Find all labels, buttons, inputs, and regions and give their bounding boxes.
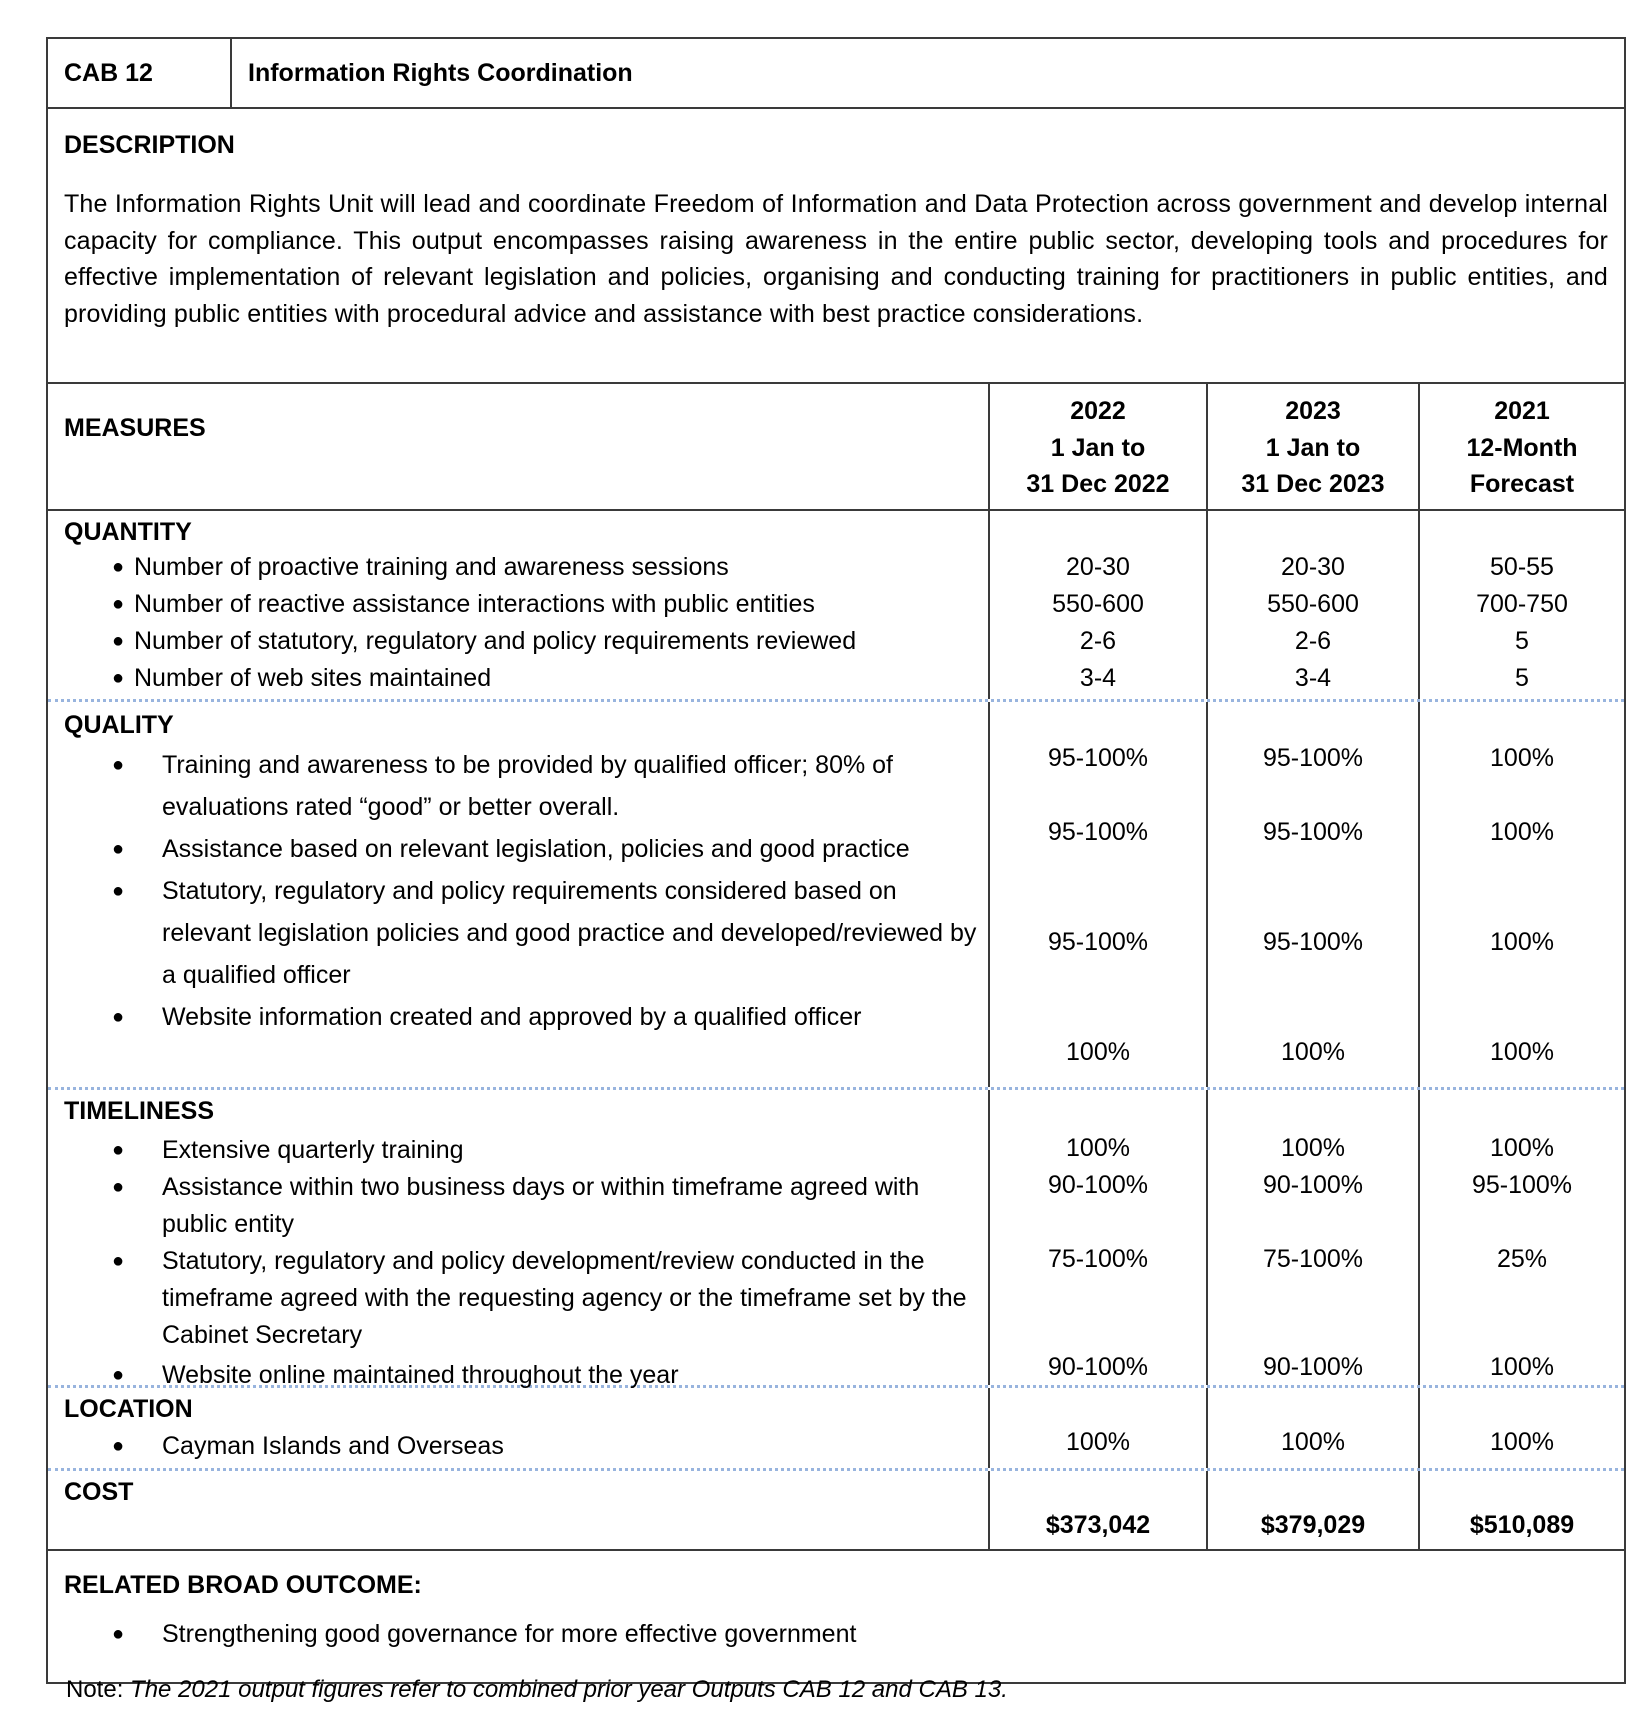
measure-value: 5	[1515, 627, 1529, 655]
location-values-2021	[1418, 1388, 1624, 1468]
bullet-icon: ●	[112, 1435, 125, 1457]
description-text: The Information Rights Unit will lead and coordinate Freedom of Information and Data Protection across government and develop internal capacity for compliance. This output encompasses raising awareness in the entire public sector, developing tools and procedures for effective implementation of relevant legislation and policies, organising and conducting training for practitioners in public entities, and providing public entities with procedural advice and assistance with best practice considerations.	[64, 190, 1608, 328]
measure-value: 25%	[1496, 1245, 1548, 1273]
description-section	[48, 109, 1624, 384]
measure-value: 2-6	[1294, 627, 1332, 655]
measure-value: 90-100%	[1047, 1353, 1149, 1381]
column-period-end: Forecast	[1469, 470, 1575, 498]
measures-heading: MEASURES	[64, 414, 206, 442]
measure-value: 20-30	[1066, 553, 1130, 581]
list-item	[64, 1428, 988, 1465]
measure-value: 95-100%	[1047, 818, 1149, 846]
column-year: 2023	[1285, 397, 1341, 425]
bullet-icon: ●	[112, 1250, 125, 1272]
list-item	[64, 744, 988, 828]
bullet-icon: ●	[112, 838, 125, 860]
output-header-row	[48, 39, 1624, 109]
bullet-icon: ●	[112, 1006, 125, 1028]
measure-value: 95-100%	[1262, 744, 1364, 772]
measure-value: 550-600	[1052, 590, 1144, 618]
measure-value: 90-100%	[1047, 1171, 1149, 1199]
measure-label: Number of statutory, regulatory and policy requirements reviewed	[134, 627, 857, 655]
measure-value: 100%	[1490, 744, 1554, 772]
measure-value: 100%	[1490, 928, 1554, 956]
quantity-section	[48, 511, 1624, 702]
measure-label: Training and awareness to be provided by qualified officer; 80% of evaluations rated “good” or better overall.	[162, 751, 894, 821]
measure-label: Number of proactive training and awareness sessions	[134, 553, 729, 581]
cost-value: $373,042	[1045, 1511, 1151, 1539]
measure-value: 50-55	[1490, 553, 1554, 581]
column-header-2021-forecast	[1418, 384, 1624, 509]
list-item	[64, 1243, 988, 1354]
measure-label: Number of web sites maintained	[134, 664, 492, 692]
measure-label: Statutory, regulatory and policy development/review conducted in the timeframe agreed with the requesting agency or the timeframe set by the Cabinet Secretary	[162, 1247, 967, 1349]
list-item	[64, 660, 988, 697]
bullet-icon: ●	[112, 1623, 125, 1645]
cost-value-2023	[1206, 1471, 1418, 1549]
measure-value: 90-100%	[1262, 1171, 1364, 1199]
measure-value: 100%	[1281, 1038, 1345, 1066]
column-period-start: 12-Month	[1466, 433, 1578, 462]
footnote	[66, 1676, 1008, 1704]
outcome-heading: RELATED BROAD OUTCOME:	[64, 1571, 422, 1599]
measure-label: Extensive quarterly training	[162, 1136, 464, 1164]
column-period-start: 1 Jan to	[1050, 433, 1146, 462]
description-heading: DESCRIPTION	[64, 131, 235, 159]
measure-value: 95-100%	[1047, 744, 1149, 772]
location-values-2022	[988, 1388, 1206, 1468]
measure-value: 3-4	[1079, 664, 1117, 692]
cost-value-2022	[988, 1471, 1206, 1549]
list-item	[64, 1132, 988, 1169]
note-text: The 2021 output figures refer to combined prior year Outputs CAB 12 and CAB 13.	[130, 1676, 1008, 1703]
quantity-values-2022	[988, 511, 1206, 699]
measures-grid	[48, 384, 1624, 1549]
measure-label: Assistance within two business days or within timeframe agreed with public entity	[162, 1173, 920, 1238]
quality-values-2021	[1418, 702, 1624, 1087]
measure-label: Statutory, regulatory and policy requirements considered based on relevant legislation policies and good practice and developed/reviewed by a qualified officer	[162, 877, 977, 989]
measure-value: 100%	[1490, 818, 1554, 846]
output-code: CAB 12	[48, 39, 232, 107]
measure-value: 100%	[1066, 1038, 1130, 1066]
timeliness-values-2021	[1418, 1090, 1624, 1385]
measure-value: 100%	[1281, 1134, 1345, 1162]
location-values-2023	[1206, 1388, 1418, 1468]
quantity-title: QUANTITY	[64, 518, 192, 546]
measure-label: Website information created and approved by a qualified officer	[162, 1003, 862, 1031]
timeliness-title: TIMELINESS	[64, 1097, 215, 1125]
list-item	[64, 870, 988, 996]
column-year: 2021	[1494, 397, 1550, 425]
column-header-2023	[1206, 384, 1418, 509]
quantity-values-2023	[1206, 511, 1418, 699]
column-year: 2022	[1070, 397, 1126, 425]
list-item	[64, 1616, 1608, 1653]
measure-label: Cayman Islands and Overseas	[162, 1432, 504, 1460]
quality-values-2022	[988, 702, 1206, 1087]
list-item	[64, 996, 988, 1038]
bullet-icon: ●	[112, 556, 125, 578]
related-outcome-section	[48, 1549, 1624, 1682]
bullet-icon: ●	[112, 1364, 125, 1386]
bullet-icon: ●	[112, 593, 125, 615]
measures-header-row	[48, 384, 1624, 511]
measure-value: 3-4	[1294, 664, 1332, 692]
output-measures-table	[46, 37, 1626, 1684]
outcome-label: Strengthening good governance for more effective government	[162, 1620, 857, 1648]
quality-section	[48, 702, 1624, 1090]
column-header-2022	[988, 384, 1206, 509]
measure-value: 20-30	[1281, 553, 1345, 581]
note-prefix: Note:	[66, 1676, 131, 1703]
measure-label: Number of reactive assistance interactions with public entities	[134, 590, 815, 618]
measure-value: 75-100%	[1262, 1245, 1364, 1273]
timeliness-values-2023	[1206, 1090, 1418, 1385]
quality-values-2023	[1206, 702, 1418, 1087]
measure-value: 95-100%	[1262, 928, 1364, 956]
quality-title: QUALITY	[64, 711, 174, 739]
measure-value: 100%	[1281, 1428, 1345, 1456]
column-period-end: 31 Dec 2023	[1241, 470, 1385, 498]
list-item	[64, 586, 988, 623]
bullet-icon: ●	[112, 1176, 125, 1198]
timeliness-section	[48, 1090, 1624, 1388]
bullet-icon: ●	[112, 667, 125, 689]
measure-value: 100%	[1490, 1134, 1554, 1162]
list-item	[64, 828, 988, 870]
measure-value: 95-100%	[1047, 928, 1149, 956]
column-period-start: 1 Jan to	[1265, 433, 1361, 462]
list-item	[64, 1169, 988, 1243]
list-item	[64, 549, 988, 586]
timeliness-values-2022	[988, 1090, 1206, 1385]
measure-value: 100%	[1066, 1134, 1130, 1162]
measure-value: 700-750	[1476, 590, 1568, 618]
bullet-icon: ●	[112, 630, 125, 652]
measure-value: 100%	[1490, 1428, 1554, 1456]
output-title: Information Rights Coordination	[248, 58, 633, 87]
cost-section	[48, 1471, 1624, 1549]
cost-title: COST	[64, 1478, 134, 1506]
measure-label: Assistance based on relevant legislation, policies and good practice	[162, 835, 910, 863]
measure-value: 2-6	[1079, 627, 1117, 655]
measure-value: 550-600	[1267, 590, 1359, 618]
location-section	[48, 1388, 1624, 1471]
measure-value: 100%	[1490, 1353, 1554, 1381]
cost-value: $510,089	[1469, 1511, 1575, 1539]
quantity-values-2021	[1418, 511, 1624, 699]
bullet-icon: ●	[112, 880, 125, 902]
measure-value: 95-100%	[1471, 1171, 1573, 1199]
measure-value: 75-100%	[1047, 1245, 1149, 1273]
bullet-icon: ●	[112, 754, 125, 776]
column-period-end: 31 Dec 2022	[1026, 470, 1170, 498]
cost-value-2021	[1418, 1471, 1624, 1549]
measure-value: 5	[1515, 664, 1529, 692]
list-item	[64, 623, 988, 660]
measure-label: Website online maintained throughout the year	[162, 1361, 679, 1389]
bullet-icon: ●	[112, 1139, 125, 1161]
measure-value: 100%	[1066, 1428, 1130, 1456]
measure-value: 100%	[1490, 1038, 1554, 1066]
measure-value: 95-100%	[1262, 818, 1364, 846]
location-title: LOCATION	[64, 1395, 193, 1423]
measure-value: 90-100%	[1262, 1353, 1364, 1381]
cost-value: $379,029	[1260, 1511, 1366, 1539]
